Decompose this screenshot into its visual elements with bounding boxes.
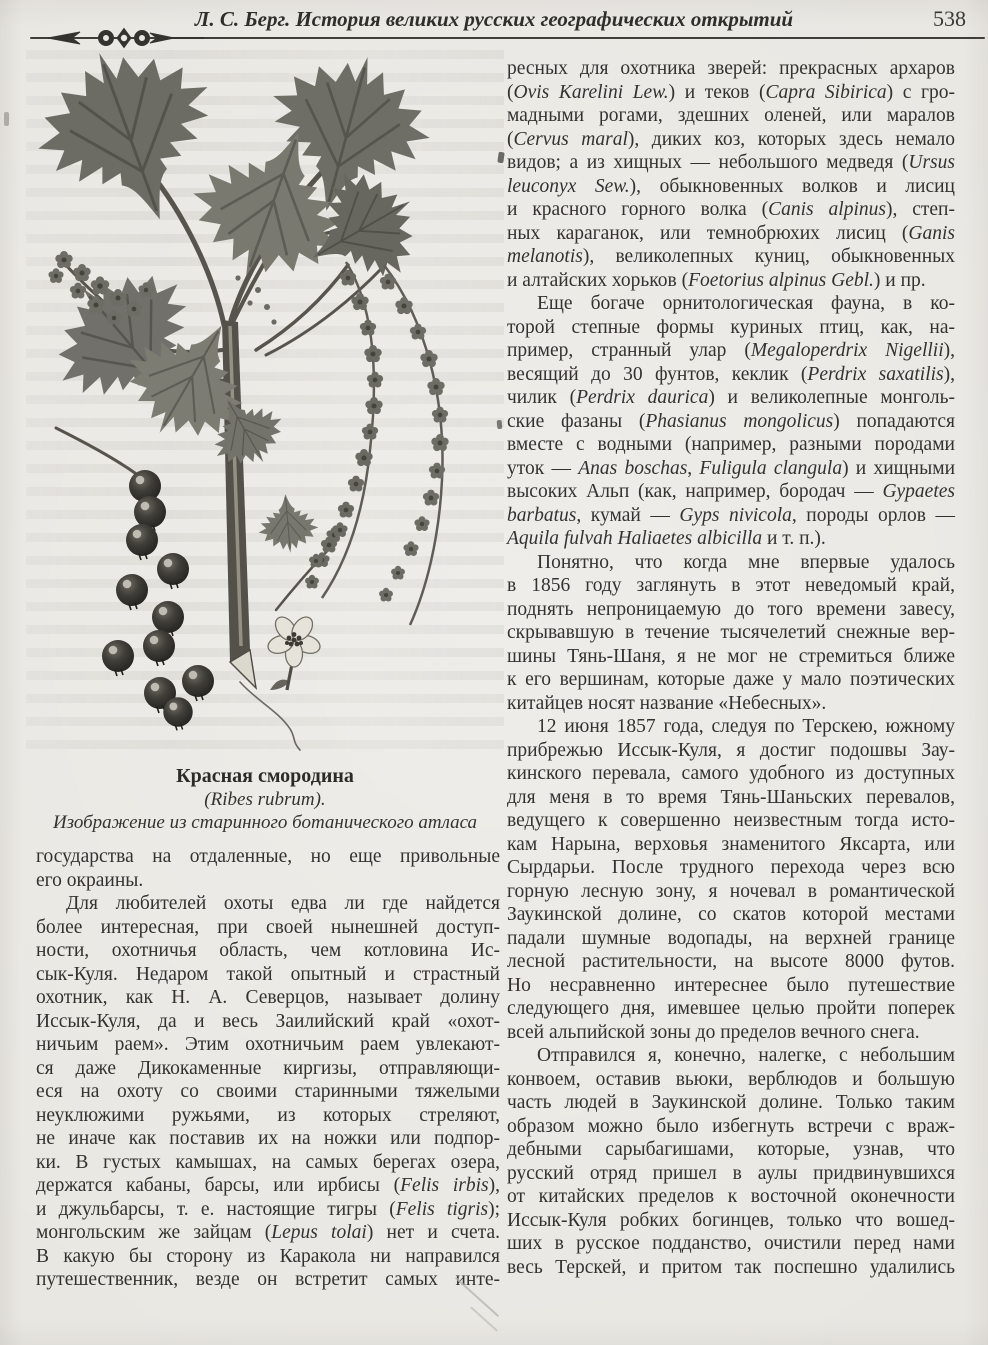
scan-speck bbox=[4, 112, 9, 126]
text-line: неуклюжими ружьями, из которых стреляют, bbox=[36, 1104, 500, 1126]
text-line: Отправился я, конечно, налегке, с небольшим bbox=[537, 1045, 955, 1066]
flower-detail bbox=[266, 613, 323, 690]
running-title: Л. С. Берг. История великих русских географических открытий bbox=[194, 7, 794, 31]
text-column-left bbox=[36, 845, 500, 1295]
buds bbox=[235, 275, 276, 324]
text-line: и алтайских хорьков (Foetorius alpinus Gebl.) и пр. bbox=[507, 269, 926, 291]
text-line: Еще богаче орнитологическая фауна, в ко- bbox=[537, 293, 955, 314]
text-line: (Cervus maral), диких коз, которых здесь немало bbox=[507, 128, 955, 150]
text-line: лесной растительности, на высоте 8000 футов. bbox=[507, 951, 955, 972]
main-stem bbox=[222, 320, 256, 688]
text-line: ности, охотничья область, чем котловина Ис- bbox=[36, 940, 500, 961]
flower-raceme-inner bbox=[305, 262, 383, 598]
text-line: Иссык-Куля робких богинцев, только что вошед- bbox=[507, 1209, 955, 1231]
text-line: следующего дня, имевшее целью пройти поперек bbox=[507, 998, 955, 1019]
caption-source: Изображение из старинного ботанического атласа bbox=[52, 812, 478, 833]
text-line: скрывавшую в течение тысячелетий снежные вер- bbox=[507, 622, 955, 643]
text-line: 12 июня 1857 года, следуя по Терскею, южному bbox=[537, 716, 955, 737]
text-line: мадными рогами, здешних оленей, или маралов bbox=[507, 105, 955, 126]
text-line: весь Терскей, и притом так поспешно удалились bbox=[507, 1256, 955, 1278]
text-line: и красного горного волка (Canis alpinus), степ- bbox=[507, 199, 955, 220]
text-line: ших в русское подданство, очистили перед нами bbox=[507, 1233, 955, 1254]
text-line: в 1856 году заглянуть в этот неведомый край, bbox=[507, 575, 955, 596]
text-line: ки. В густых камышах, на самых берегах озера, bbox=[36, 1151, 500, 1173]
text-line: государства на отдаленные, но еще привольные bbox=[36, 846, 500, 867]
text-line: китайцев носят название «Небесных». bbox=[507, 692, 827, 714]
text-line: русский отряд пришел в аулы придвинувшихся bbox=[507, 1162, 955, 1184]
text-line: часть людей в Заукинской долине. Только таким bbox=[507, 1092, 955, 1113]
botanical-illustration bbox=[26, 50, 504, 762]
text-line: ресных для охотника зверей: прекрасных архаров bbox=[507, 58, 955, 79]
text-line: ские фазаны (Phasianus mongolicus) попадаются bbox=[507, 410, 955, 432]
flourish-ornament-icon bbox=[46, 24, 206, 52]
text-line: Понятно, что когда мне впервые удалось bbox=[537, 551, 955, 573]
text-line: для меня в то время Тянь-Шаньских перевалов, bbox=[507, 786, 955, 808]
berry-cluster bbox=[102, 470, 214, 730]
caption-title: Красная смородина bbox=[176, 765, 354, 787]
text-line: сык-Куля. Недаром такой опытный и страстный bbox=[36, 963, 500, 985]
text-line: охотник, как Н. А. Северцов, называет долину bbox=[36, 987, 500, 1008]
text-line: Для любителей охоты едва ли где найдется bbox=[66, 893, 500, 914]
text-line: поднять непроницаемую до того времени завесу, bbox=[507, 598, 955, 620]
text-line: к его вершинам, которые даже у мало поэтических bbox=[507, 669, 955, 690]
text-line: путешественник, везде он встретит самых инте- bbox=[36, 1269, 500, 1290]
text-line: шины Тянь-Шаня, я не мог не стремиться ближе bbox=[507, 645, 955, 667]
text-line: торой степные формы куриных птиц, как, на- bbox=[507, 316, 955, 338]
text-line: barbatus, кумай — Gyps nivicola, породы орлов — bbox=[507, 504, 955, 526]
text-line: горную лесную зону, я ночевал в романтической bbox=[507, 880, 955, 902]
text-line: (Ovis Karelini Lew.) и теков (Capra Sibirica) с гро- bbox=[507, 81, 955, 103]
text-line: не иначе как поставив их на ножки или подпор- bbox=[36, 1128, 500, 1149]
text-line: высоких Альп (как, например, бородач — Gypaetes bbox=[507, 481, 955, 502]
text-line: кинского перевала, самого удобного из доступных bbox=[507, 763, 955, 784]
text-line: ных караганок, или темнобрюхих лисиц (Ganis bbox=[507, 222, 955, 244]
text-line: его окраины. bbox=[36, 869, 144, 891]
figure-caption bbox=[26, 765, 504, 834]
text-line: образом можно было избегнуть встречи с враж- bbox=[507, 1115, 955, 1137]
text-line: ничьим раем». Этим охотничьим раем увлекают- bbox=[36, 1034, 500, 1055]
text-line: и джульбарсы, т. е. настоящие тигры (Felis tigris); bbox=[36, 1198, 501, 1220]
text-line: Aquila fulvah Haliaetes albicilla и т. п.). bbox=[507, 528, 826, 549]
text-line: более интересная, при своей нынешней доступ- bbox=[36, 916, 500, 938]
text-line: leuconyx Sew.), обыкновенных волков и лисиц bbox=[507, 175, 955, 197]
scan-speck bbox=[497, 420, 503, 429]
text-column-right bbox=[507, 57, 955, 1285]
text-line: конвоем, оставив вьюки, верблюдов и большую bbox=[507, 1068, 955, 1090]
text-line: чилик (Perdrix daurica) и великолепные монголь- bbox=[507, 387, 955, 408]
text-line: Сырдарьи. После трудного перехода через всю bbox=[507, 857, 955, 878]
text-line: ведущего к совершенно неизвестным тогда исто- bbox=[507, 810, 955, 831]
text-line: держатся кабаны, барсы, или ирбисы (Felis irbis), bbox=[36, 1175, 500, 1196]
text-line: ся даже Дикокаменные киргизы, отправляющи- bbox=[36, 1057, 500, 1079]
text-line: В какую бы сторону из Каракола ни направился bbox=[36, 1245, 500, 1267]
caption-latin-name: (Ribes rubrum). bbox=[204, 789, 326, 810]
page-number: 538 bbox=[933, 6, 966, 31]
text-line: Заукинской долине, со скатов которой местами bbox=[507, 904, 955, 925]
text-line: уток — Anas boschas, Fuligula clangula) и хищными bbox=[507, 457, 955, 479]
text-line: melanotis), великолепных куниц, обыкновенных bbox=[507, 246, 955, 267]
text-line: прибрежью Иссык-Куля, я достиг подошвы Зау- bbox=[507, 739, 955, 761]
text-line: видов; а из хищных — небольшого медведя (Ursus bbox=[507, 152, 955, 173]
text-line: пример, странный улар (Megaloperdrix Nigellii), bbox=[507, 340, 955, 361]
text-line: весящий до 30 фунтов, кеклик (Perdrix saxatilis), bbox=[507, 363, 955, 385]
red-currant-drawing bbox=[26, 50, 504, 762]
text-line: Иссык-Куля, да и весь Заилийский край «охот- bbox=[36, 1010, 500, 1032]
text-line: от китайских пределов к восточной оконечности bbox=[507, 1186, 955, 1207]
text-line: всей альпийской зоны до пределов вечного снега. bbox=[507, 1021, 920, 1043]
page-header bbox=[0, 0, 988, 46]
text-line: вместе с водными (например, разными породами bbox=[507, 434, 955, 455]
text-line: дебными сарыбагишами, которые, узнав, что bbox=[507, 1139, 955, 1160]
flower-raceme-outer bbox=[379, 265, 449, 625]
text-line: еся на охоту со своими старинными тяжелыми bbox=[36, 1081, 500, 1102]
text-line: Но несравненно интереснее было путешествие bbox=[507, 974, 955, 996]
text-line: кам Нарына, верховья знаменитого Яксарта, или bbox=[507, 833, 955, 855]
text-line: падали шумные водопады, на верхней границе bbox=[507, 927, 955, 949]
text-line: монгольским же зайцам (Lepus tolai) нет и счета. bbox=[36, 1222, 501, 1243]
